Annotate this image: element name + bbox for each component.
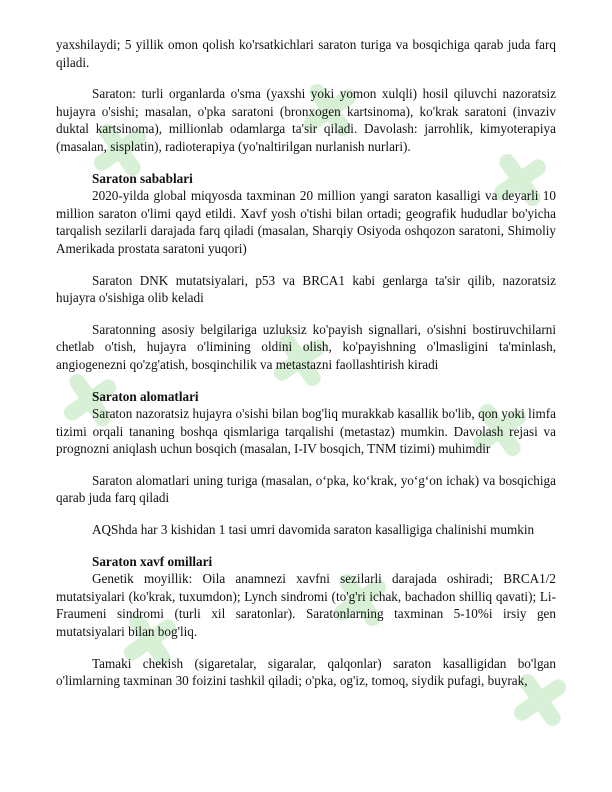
document-body [56, 36, 556, 704]
paragraph: Saraton alomatlari uning turiga (masalan, o‘pka, ko‘krak, yo‘g‘on ichak) va bosqichiga qarab juda farq qiladi [56, 472, 556, 506]
paragraph: Tamaki chekish (sigaretalar, sigaralar, qalqonlar) saraton kasalligidan bo'lgan o'limlarning taxminan 30 foizini tashkil qiladi; o'pka, og'iz, tomoq, siydik pufagi, buyrak, [56, 655, 556, 689]
paragraph: 2020-yilda global miqyosda taxminan 20 million yangi saraton kasalligi va deyarli 10 million saraton o'limi qayd etildi. Xavf yosh o'tishi bilan ortadi; geografik hududlar bo'yicha tarqalish sezilarli darajada farq qiladi (masalan, Sharqiy Osiyoda oshqozon saratoni, Shimoliy Amerikada prostata saratoni yuqori) [56, 188, 556, 256]
section-heading-causes: Saraton sabablari [92, 170, 193, 186]
paragraph: AQShda har 3 kishidan 1 tasi umri davomida saraton kasalligiga chalinishi mumkin [92, 522, 535, 538]
paragraph: Saraton nazoratsiz hujayra o'sishi bilan bog'liq murakkab kasallik bo'lib, qon yoki limfa tizimi orqali tananing boshqa qismlariga tarqalishi (metastaz) mumkin. Davolash rejasi va prognozni aniqlash uchun bosqich (masalan, I-IV bosqich, TNM tizimi) muhimdir [56, 406, 556, 457]
section-heading-risks: Saraton xavf omillari [92, 553, 213, 569]
paragraph: yaxshilaydi; 5 yillik omon qolish ko'rsatkichlari saraton turiga va bosqichiga qarab juda farq qiladi. [56, 37, 556, 70]
paragraph: Saraton: turli organlarda o'sma (yaxshi yoki yomon xulqli) hosil qiluvchi nazoratsiz hujayra o'sishi; masalan, o'pka saratoni (bronxogen kartsinoma), ko'krak saratoni (invaziv duktal kartsinoma), millionlab odamlarga ta'sir qiladi. Davolash: jarrohlik, kimyoterapiya (masalan, sisplatin), radioterapiya (yo'naltirilgan nurlanish nurlari). [56, 86, 556, 154]
paragraph: Saratonning asosiy belgilariga uzluksiz ko'payish signallari, o'sishni bostiruvchilarni chetlab o'tish, hujayra o'limining oldini olish, ko'payishning o'lmasligini ta'minlash, angiogenezni qo'zg'atish, bosqinchilik va metastazni faollashtirish kiradi [56, 321, 556, 372]
paragraph: Saraton DNK mutatsiyalari, p53 va BRCA1 kabi genlarga ta'sir qilib, nazoratsiz hujayra o'sishiga olib keladi [56, 272, 556, 306]
section-heading-symptoms: Saraton alomatlari [92, 388, 199, 404]
paragraph: Genetik moyillik: Oila anamnezi xavfni sezilarli darajada oshiradi; BRCA1/2 mutatsiyalari (ko'krak, tuxumdon); Lynch sindromi (to'g'ri ichak, bachadon shilliq qavati); Li-Fraumeni sindromi (turli xil saratonlar). Saratonlarning taxminan 5-10%i irsiy gen mutatsiyalari bilan bog'liq. [56, 571, 556, 640]
